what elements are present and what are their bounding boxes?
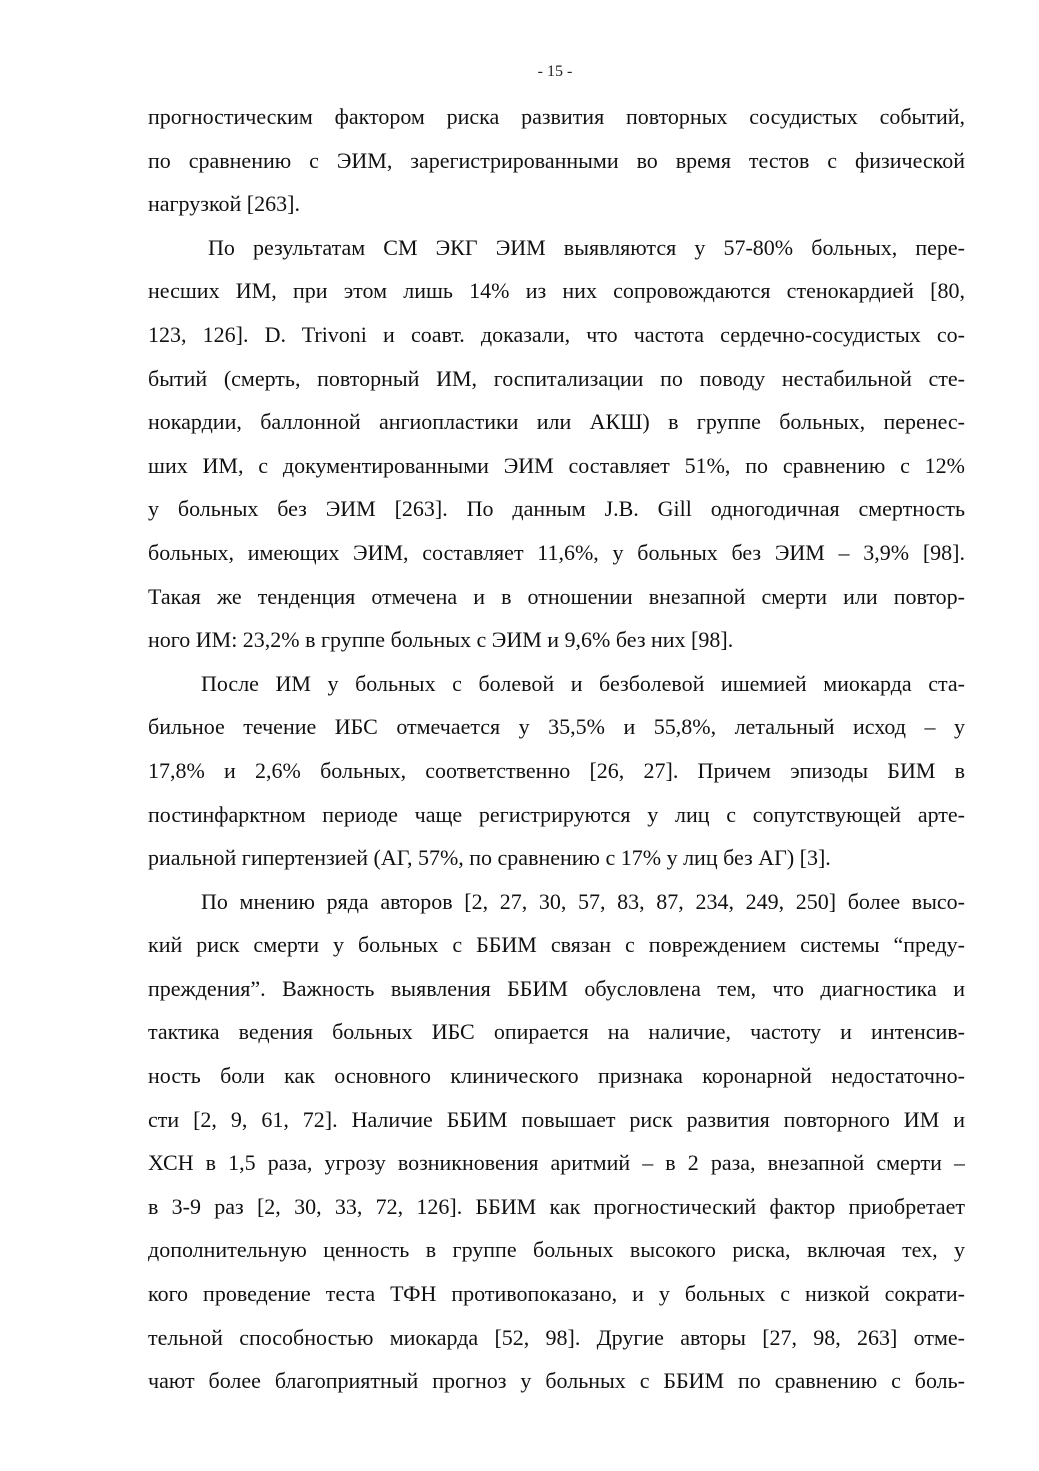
text-line: По мнению ряда авторов [2, 27, 30, 57, 83, 87, 234, 249, 250] более высо- (201, 888, 965, 914)
text-line: По результатам СМ ЭКГ ЭИМ выявляются у 57-80% больных, пере- (208, 234, 965, 260)
page-number: - 15 - (537, 63, 573, 80)
text-line: нагрузкой [263]. (148, 191, 300, 217)
paragraph (148, 662, 965, 880)
paragraph (148, 880, 965, 1403)
text-line: Такая же тенденция отмечена и в отношении внезапной смерти или повтор- (148, 583, 965, 609)
text-line: кий риск смерти у больных с ББИМ связан с повреждением системы “преду- (148, 932, 965, 958)
paragraph (148, 95, 965, 226)
text-line: сти [2, 9, 61, 72]. Наличие ББИМ повышает риск развития повторного ИМ и (148, 1106, 965, 1132)
text-line: ность боли как основного клинического признака коронарной недостаточно- (148, 1063, 965, 1089)
text-line: нокардии, баллонной ангиопластики или АКШ) в группе больных, перенес- (148, 409, 965, 435)
text-line: прогностическим фактором риска развития повторных сосудистых событий, (148, 104, 965, 129)
text-line: больных, имеющих ЭИМ, составляет 11,6%, у больных без ЭИМ – 3,9% [98]. (148, 539, 965, 565)
text-line: по сравнению с ЭИМ, зарегистрированными во время тестов с физической (148, 147, 965, 173)
text-line: ного ИМ: 23,2% в группе больных с ЭИМ и 9,6% без них [98]. (148, 627, 734, 653)
paragraph (148, 226, 965, 662)
text-line: чают более благоприятный прогноз у больных с ББИМ по сравнению с боль- (148, 1368, 965, 1394)
text-line: несших ИМ, при этом лишь 14% из них сопровождаются стенокардией [80, (148, 278, 965, 304)
text-line: бильное течение ИБС отмечается у 35,5% и 55,8%, летальный исход – у (148, 714, 965, 740)
document-body (148, 95, 965, 1403)
text-line: тельной способностью миокарда [52, 98]. Другие авторы [27, 98, 263] отме- (148, 1324, 965, 1350)
text-line: бытий (смерть, повторный ИМ, госпитализации по поводу нестабильной сте- (148, 365, 965, 391)
text-line: кого проведение теста ТФН противопоказано, и у больных с низкой сократи- (148, 1281, 965, 1307)
text-line: в 3-9 раз [2, 30, 33, 72, 126]. ББИМ как прогностический фактор приобретает (148, 1193, 965, 1219)
text-line: ХСН в 1,5 раза, угрозу возникновения аритмий – в 2 раза, внезапной смерти – (148, 1150, 965, 1176)
text-line: тактика ведения больных ИБС опирается на наличие, частоту и интенсив- (148, 1019, 965, 1045)
text-line: преждения”. Важность выявления ББИМ обусловлена тем, что диагностика и (148, 975, 965, 1001)
text-line: После ИМ у больных с болевой и безболевой ишемией миокарда ста- (201, 670, 965, 696)
text-line: риальной гипертензией (АГ, 57%, по сравнению с 17% у лиц без АГ) [3]. (148, 845, 831, 871)
text-line: постинфарктном периоде чаще регистрируются у лиц с сопутствующей арте- (148, 801, 965, 827)
text-line: у больных без ЭИМ [263]. По данным J.B. Gill одногодичная смертность (148, 496, 965, 522)
text-line: ших ИМ, с документированными ЭИМ составляет 51%, по сравнению с 12% (148, 452, 965, 478)
text-line: 123, 126]. D. Trivoni и соавт. доказали, что частота сердечно-сосудистых со- (148, 321, 965, 347)
text-line: дополнительную ценность в группе больных высокого риска, включая тех, у (148, 1237, 965, 1263)
text-line: 17,8% и 2,6% больных, соответственно [26, 27]. Причем эпизоды БИМ в (148, 757, 965, 783)
